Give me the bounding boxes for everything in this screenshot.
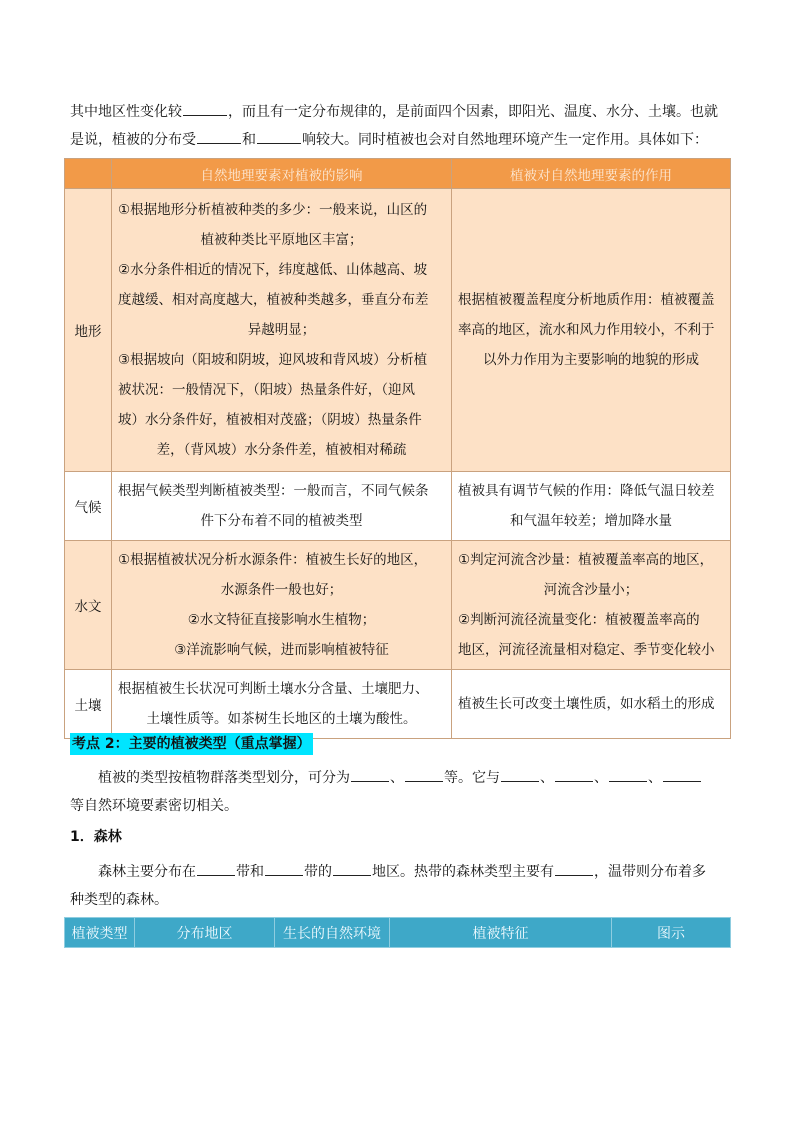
factor-cell: 地形 xyxy=(65,189,112,472)
factor-cell: 土壤 xyxy=(65,670,112,739)
section2-paragraph: 植被的类型按植物群落类型划分，可分为 、 等。它与 、 、 、 等自然环境要素密切相关。 xyxy=(70,764,730,820)
header-cell: 植被对自然地理要素的作用 xyxy=(452,159,731,189)
header-cell: 分布地区 xyxy=(135,918,275,948)
table-row xyxy=(65,541,731,670)
effect-of-vegetation-cell: ①判定河流含沙量：植被覆盖率高的地区， 河流含沙量小； ②判断河流径流量变化：植被覆盖率高的 地区，河流径流量相对稳定、季节变化较小 xyxy=(452,541,731,670)
table-row xyxy=(65,472,731,541)
effect-of-vegetation-cell: 植被具有调节气候的作用：降低气温日较差 和气温年较差；增加降水量 xyxy=(452,472,731,541)
answer-blank[interactable] xyxy=(197,127,241,144)
intro-text: 其中地区性变化较 xyxy=(70,104,182,120)
header-cell: 自然地理要素对植被的影响 xyxy=(112,159,452,189)
answer-blank[interactable] xyxy=(555,765,593,782)
header-cell xyxy=(65,159,112,189)
answer-blank[interactable] xyxy=(501,765,539,782)
answer-blank[interactable] xyxy=(197,859,235,876)
answer-blank[interactable] xyxy=(351,765,389,782)
table-header-row xyxy=(65,918,731,948)
section-heading: 考点 2：主要的植被类型（重点掌握） xyxy=(70,733,313,755)
factor-cell: 气候 xyxy=(65,472,112,541)
intro-paragraph xyxy=(70,98,730,154)
answer-blank[interactable] xyxy=(405,765,443,782)
intro-text: 是说，植被的分布受 xyxy=(70,132,196,148)
answer-blank[interactable] xyxy=(257,127,301,144)
intro-text: 响较大。同时植被也会对自然地理环境产生一定作用。具体如下： xyxy=(302,132,708,148)
forest-table xyxy=(64,917,731,948)
table-row xyxy=(65,670,731,739)
table-row xyxy=(65,189,731,472)
header-cell: 图示 xyxy=(612,918,731,948)
effect-on-vegetation-cell: 根据气候类型判断植被类型：一般而言，不同气候条 件下分布着不同的植被类型 xyxy=(112,472,452,541)
header-cell: 植被类型 xyxy=(65,918,135,948)
answer-blank[interactable] xyxy=(183,99,227,116)
effect-of-vegetation-cell: 根据植被覆盖程度分析地质作用：植被覆盖 率高的地区，流水和风力作用较小，不利于 以外力作用为主要影响的地貌的形成 xyxy=(452,189,731,472)
effect-on-vegetation-cell: ①根据地形分析植被种类的多少：一般来说，山区的 植被种类比平原地区丰富； ②水分条件相近的情况下，纬度越低、山体越高、坡 度越缓、相对高度越大，植被种类越多，垂直分布差 异越明显； ③根据坡向（阳坡和阴坡，迎风坡和背风坡）分析植 被状况：一般情况下，（阳坡）热量条件好，（迎风 坡）水分条件好，植被相对茂盛；（阴坡）热量条件 差，（背风坡）水分条件差，植被相对稀疏 xyxy=(112,189,452,472)
effect-on-vegetation-cell: 根据植被生长状况可判断土壤水分含量、土壤肥力、 土壤性质等。如茶树生长地区的土壤为酸性。 xyxy=(112,670,452,739)
intro-text: ，而且有一定分布规律的，是前面四个因素，即阳光、温度、水分、土壤。也就 xyxy=(228,104,718,120)
header-cell: 植被特征 xyxy=(390,918,612,948)
answer-blank[interactable] xyxy=(663,765,701,782)
answer-blank[interactable] xyxy=(265,859,303,876)
effect-of-vegetation-cell: 植被生长可改变土壤性质，如水稻土的形成 xyxy=(452,670,731,739)
forest-paragraph: 森林主要分布在 带和 带的 地区。热带的森林类型主要有 ，温带则分布着多 种类型的森林。 xyxy=(70,858,730,914)
answer-blank[interactable] xyxy=(555,859,593,876)
influence-table xyxy=(64,158,731,739)
answer-blank[interactable] xyxy=(609,765,647,782)
header-cell: 生长的自然环境 xyxy=(275,918,390,948)
intro-text: 和 xyxy=(242,132,256,148)
table-header-row xyxy=(65,159,731,189)
forest-heading: 1．森林 xyxy=(70,829,122,845)
factor-cell: 水文 xyxy=(65,541,112,670)
answer-blank[interactable] xyxy=(333,859,371,876)
effect-on-vegetation-cell: ①根据植被状况分析水源条件：植被生长好的地区， 水源条件一般也好； ②水文特征直接影响水生植物； ③洋流影响气候，进而影响植被特征 xyxy=(112,541,452,670)
